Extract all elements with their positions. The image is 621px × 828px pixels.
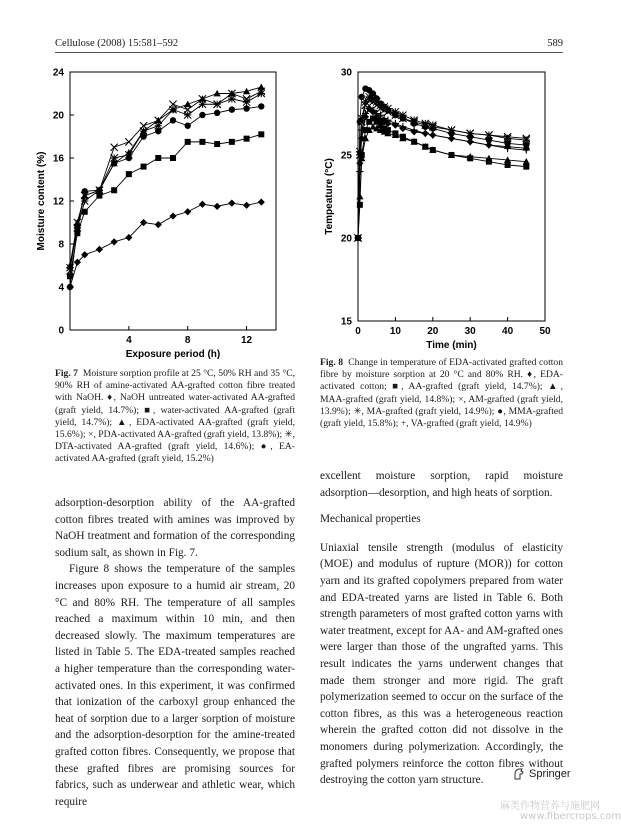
left-column [55, 495, 295, 810]
fig7-point-diamond-shape [228, 200, 235, 207]
fig7-point-square [155, 155, 161, 161]
fig7-point-circle-shape [126, 155, 132, 161]
fig7-point-diamond [111, 238, 118, 245]
fig8-point-circle-shape [430, 125, 436, 131]
fig7-point-asterisk-shape [199, 101, 206, 108]
springer-horse-icon [512, 767, 526, 781]
fig8-point-plus-shape [448, 135, 455, 142]
fig8-xtick-label: 0 [355, 326, 361, 337]
header-rule [55, 52, 563, 53]
fig8-ylabel: Tempeature (°C) [324, 158, 335, 235]
fig7-point-circle [126, 155, 132, 161]
fig7-point-square-shape [199, 139, 205, 145]
fig7-point-x [111, 144, 118, 151]
fig7-point-circle-shape [67, 284, 73, 290]
fig7-point-circle-shape [140, 133, 146, 139]
fig8-point-triangle [356, 193, 363, 199]
fig7-ytick-label: 12 [52, 196, 64, 208]
fig7-point-circle [140, 133, 146, 139]
fig7-point-circle-shape [82, 188, 88, 194]
fig8-point-plus [429, 131, 436, 138]
fig7-point-asterisk [214, 101, 221, 108]
fig8-point-circle [357, 119, 363, 125]
fig8-point-circle-shape [359, 94, 365, 100]
right-column [320, 468, 563, 789]
fig8-caption [320, 357, 563, 430]
fig7-series-asterisk-line [70, 94, 261, 268]
fig7-point-triangle [184, 101, 191, 107]
fig8-xtick-label: 30 [464, 326, 476, 337]
fig7-point-circle-shape [258, 103, 264, 109]
page-number: 589 [547, 38, 563, 49]
fig7-point-circle [111, 160, 117, 166]
fig7-ytick-label: 4 [58, 282, 64, 294]
fig7-point-asterisk-shape [184, 111, 191, 118]
fig8-point-circle [411, 120, 417, 126]
fig8-point-circle [385, 107, 391, 113]
fig7-point-square [258, 131, 264, 137]
fig8-point-circle [359, 94, 365, 100]
fig7-point-circle [243, 105, 249, 111]
fig8-point-plus-shape [356, 168, 363, 175]
fig7-ytick-label: 24 [52, 67, 64, 79]
left-paragraph-1: adsorption-desorption ability of the AA-grafted cotton fibres treated with amines was improved by NaOH treatment and formation of the corresponding sodium salt, as shown in Fig. 7. [55, 497, 295, 559]
fig8-point-plus [448, 135, 455, 142]
fig7-point-asterisk-shape [243, 99, 250, 106]
fig8-point-plus-shape [422, 130, 429, 137]
fig7-point-asterisk [228, 95, 235, 102]
fig7-point-circle [67, 284, 73, 290]
fig8-point-circle [430, 125, 436, 131]
fig7-point-diamond-shape [111, 238, 118, 245]
right-paragraph-1: excellent moisture sorption, rapid moisture adsorption—desorption, and high heats of sorption. [320, 470, 563, 499]
fig7-point-diamond [199, 201, 206, 208]
fig7-point-circle [258, 103, 264, 109]
fig8-chart [312, 60, 567, 350]
fig7-point-diamond [96, 246, 103, 253]
fig7-ytick-label: 20 [52, 110, 64, 122]
fig7-caption [55, 368, 295, 466]
fig7-point-circle-shape [155, 128, 161, 134]
fig7-point-square-shape [111, 187, 117, 193]
fig8-caption-text: Change in temperature of EDA-activated grafted cotton fibre by moisture sorption at 20 °C and 80% RH. ♦, EDA-activated cotton; ■, AA-grafted (graft yield, 14.7%); ▲, MAA-grafted (graft yield, 14.8%); ×, AM-grafted (graft yield, 13.9%); ✳, MA-grafted (graft yield, 14.9%); ●, MMA-grafted (graft yield, 15.8%); +, VA-grafted (graft yield, 14.9%) [320, 357, 564, 430]
watermark-chinese: 麻类作物营养与施肥网 [500, 801, 600, 812]
fig8-point-plus [467, 138, 474, 145]
fig7-point-diamond-shape [258, 198, 265, 205]
fig8-series-triangle-line [358, 127, 526, 238]
fig8-point-circle-shape [385, 107, 391, 113]
fig7-point-square-shape [258, 131, 264, 137]
fig7-point-diamond [243, 202, 250, 209]
fig7-caption-label: Fig. 7 [55, 368, 78, 379]
fig7-point-circle-shape [111, 160, 117, 166]
fig8-xtick-label: 20 [427, 326, 439, 337]
springer-logo [512, 767, 571, 781]
fig7-point-square-shape [229, 139, 235, 145]
fig7-point-asterisk [184, 111, 191, 118]
fig7-xlabel: Exposure period (h) [125, 349, 221, 360]
fig8-point-triangle-shape [356, 193, 363, 199]
fig8-xtick-label: 10 [389, 326, 401, 337]
fig7-point-diamond [214, 203, 221, 210]
fig7-point-diamond [184, 208, 191, 215]
fig7-ytick-label: 16 [52, 153, 64, 165]
fig7-point-x [125, 138, 132, 145]
fig8-point-plus [356, 168, 363, 175]
fig7-point-asterisk [258, 90, 265, 97]
fig7-point-square [185, 139, 191, 145]
fig7-point-square [214, 141, 220, 147]
fig7-point-diamond-shape [169, 212, 176, 219]
fig8-ytick-label: 15 [340, 316, 352, 328]
fig7-point-circle [199, 112, 205, 118]
fig7-point-diamond [155, 221, 162, 228]
fig7-point-diamond-shape [155, 221, 162, 228]
fig7-point-square [67, 273, 73, 279]
fig8-ytick-label: 30 [340, 67, 352, 79]
fig8-xtick-label: 50 [539, 326, 551, 337]
fig7-point-square [170, 155, 176, 161]
fig7-point-square-shape [67, 273, 73, 279]
fig8-point-plus [422, 130, 429, 137]
fig7-point-square-shape [185, 139, 191, 145]
fig7-point-diamond-shape [199, 201, 206, 208]
fig7-ylabel: Moisture content (%) [36, 151, 47, 251]
fig7-caption-text: Moisture sorption profile at 25 °C, 50% RH and 35 °C, 90% RH of amine-activated AA-grafted cotton fibre treated with NaOH. ♦, NaOH untreated water-activated AA-grafted (graft yield, 14.7%); ■, water-activated AA-grafted (graft yield, 14.7%); ▲, EDA-activated AA-grafted (graft yield, 15.6%); ×, PDA-activated AA-grafted (graft yield, 13.8%); ✳, DTA-activated AA-grafted (graft yield, 14.6%); ●, EA-activated AA-grafted (graft yield, 15.2%) [55, 368, 296, 465]
fig7-ytick-label: 0 [58, 325, 64, 337]
fig7-point-square-shape [244, 136, 250, 142]
fig7-point-circle [74, 225, 80, 231]
fig7-point-square-shape [141, 164, 147, 170]
fig7-point-square-shape [170, 155, 176, 161]
fig8-point-plus-shape [467, 138, 474, 145]
fig7-point-circle-shape [74, 225, 80, 231]
running-header: Cellulose (2008) 15:581–592 [55, 38, 179, 49]
fig8-ytick-label: 20 [340, 233, 352, 245]
fig7-point-diamond-shape [96, 246, 103, 253]
fig7-point-asterisk [243, 99, 250, 106]
fig8-point-plus [485, 141, 492, 148]
fig7-point-diamond-shape [243, 202, 250, 209]
fig7-xtick-label: 8 [184, 335, 191, 346]
fig8-point-circle-shape [357, 119, 363, 125]
fig7-series-triangle-line [70, 87, 261, 265]
publisher-name: Springer [529, 768, 571, 780]
fig7-point-circle-shape [243, 105, 249, 111]
fig7-point-asterisk [169, 106, 176, 113]
fig7-ytick-label: 8 [58, 239, 64, 251]
fig7-point-square-shape [155, 155, 161, 161]
fig7-point-circle-shape [229, 106, 235, 112]
fig7-point-circle-shape [170, 117, 176, 123]
right-paragraph-2: Uniaxial tensile strength (modulus of elasticity (MOE) and modulus of rupture (MOR)) for cotton yarn and its grafted copolymers prepared from water and EDA-treated yarns are listed in Table 6. Both strength parameters of most grafted cotton yarns with water treatment, except for AA- and AM-grafted ones were larger than those of the ungrafted yarns. This result indicates the yarns underwent changes that made them stronger and more rigid. The graft polymerization seemed to occur on the surface of the cotton fibres, as this was a heterogeneous reaction wherein the grafted cotton did not dissolve in the monomers during polymerization. Accordingly, the grafted polymers reinforce the cotton fibres without destroying the cotton yarn structure. [320, 541, 563, 787]
fig7-point-circle [214, 110, 220, 116]
fig7-xtick-label: 4 [126, 335, 132, 346]
fig8-point-circle-shape [411, 120, 417, 126]
fig7-point-circle [96, 187, 102, 193]
fig7-point-circle [170, 117, 176, 123]
fig7-point-asterisk-shape [214, 101, 221, 108]
fig8-point-circle-shape [392, 112, 398, 118]
fig7-chart [36, 60, 295, 365]
fig8-point-circle [422, 124, 428, 130]
fig7-point-x-shape [111, 144, 118, 151]
fig7-point-circle-shape [199, 112, 205, 118]
fig8-point-plus-shape [429, 131, 436, 138]
fig7-point-circle [185, 123, 191, 129]
section-heading: Mechanical properties [320, 513, 421, 526]
fig7-point-asterisk-shape [228, 95, 235, 102]
fig7-point-square-shape [126, 171, 132, 177]
fig7-point-diamond [228, 200, 235, 207]
fig8-point-circle [392, 112, 398, 118]
fig7-point-circle-shape [185, 123, 191, 129]
fig7-point-circle [229, 106, 235, 112]
fig7-point-asterisk-shape [169, 106, 176, 113]
fig7-point-square [141, 164, 147, 170]
fig7-point-square-shape [214, 141, 220, 147]
fig8-point-circle [400, 115, 406, 121]
fig7-point-diamond-shape [214, 203, 221, 210]
fig7-point-square [199, 139, 205, 145]
fig7-point-asterisk [199, 101, 206, 108]
fig7-point-circle [82, 188, 88, 194]
fig8-point-circle-shape [422, 124, 428, 130]
fig7-series-diamond-line [70, 202, 261, 287]
fig7-point-square [244, 136, 250, 142]
fig7-point-diamond [258, 198, 265, 205]
fig8-xlabel: Time (min) [426, 340, 477, 351]
fig7-point-diamond-shape [184, 208, 191, 215]
fig8-xtick-label: 40 [502, 326, 514, 337]
fig7-point-diamond [169, 212, 176, 219]
fig7-xtick-label: 12 [241, 335, 253, 346]
left-paragraph-2: Figure 8 shows the temperature of the samples increases upon exposure to a humid air stream, 20 °C and 80% RH. The temperature of all samples reached a maximum within 10 min, and then decreased slowly. The maximum temperatures are listed in Table 5. The EDA-treated samples reached a higher temperature than the corresponding water-activated ones. In this experiment, it was confirmed that ionization of the carboxyl group enhanced the heat of sorption due to a larger sorption of moisture and the adsorption-desorption for the amine-treated grafted cotton fibres. Consequently, we propose that these grafted fibres are promising sources for fabrics, such as underwear and athletic wear, which require [55, 563, 295, 808]
fig8-point-circle-shape [400, 115, 406, 121]
watermark-url: www.fibercrops.com [520, 811, 621, 822]
fig7-point-square [126, 171, 132, 177]
fig8-caption-label: Fig. 8 [320, 357, 344, 368]
fig8-point-plus-shape [485, 141, 492, 148]
fig7-point-circle-shape [214, 110, 220, 116]
fig8-ytick-label: 25 [340, 150, 352, 162]
fig7-point-circle [155, 128, 161, 134]
fig7-point-circle-shape [96, 187, 102, 193]
fig7-point-x-shape [125, 138, 132, 145]
fig7-point-square [111, 187, 117, 193]
fig7-point-triangle-shape [184, 101, 191, 107]
fig7-point-square [229, 139, 235, 145]
fig7-point-asterisk-shape [258, 90, 265, 97]
